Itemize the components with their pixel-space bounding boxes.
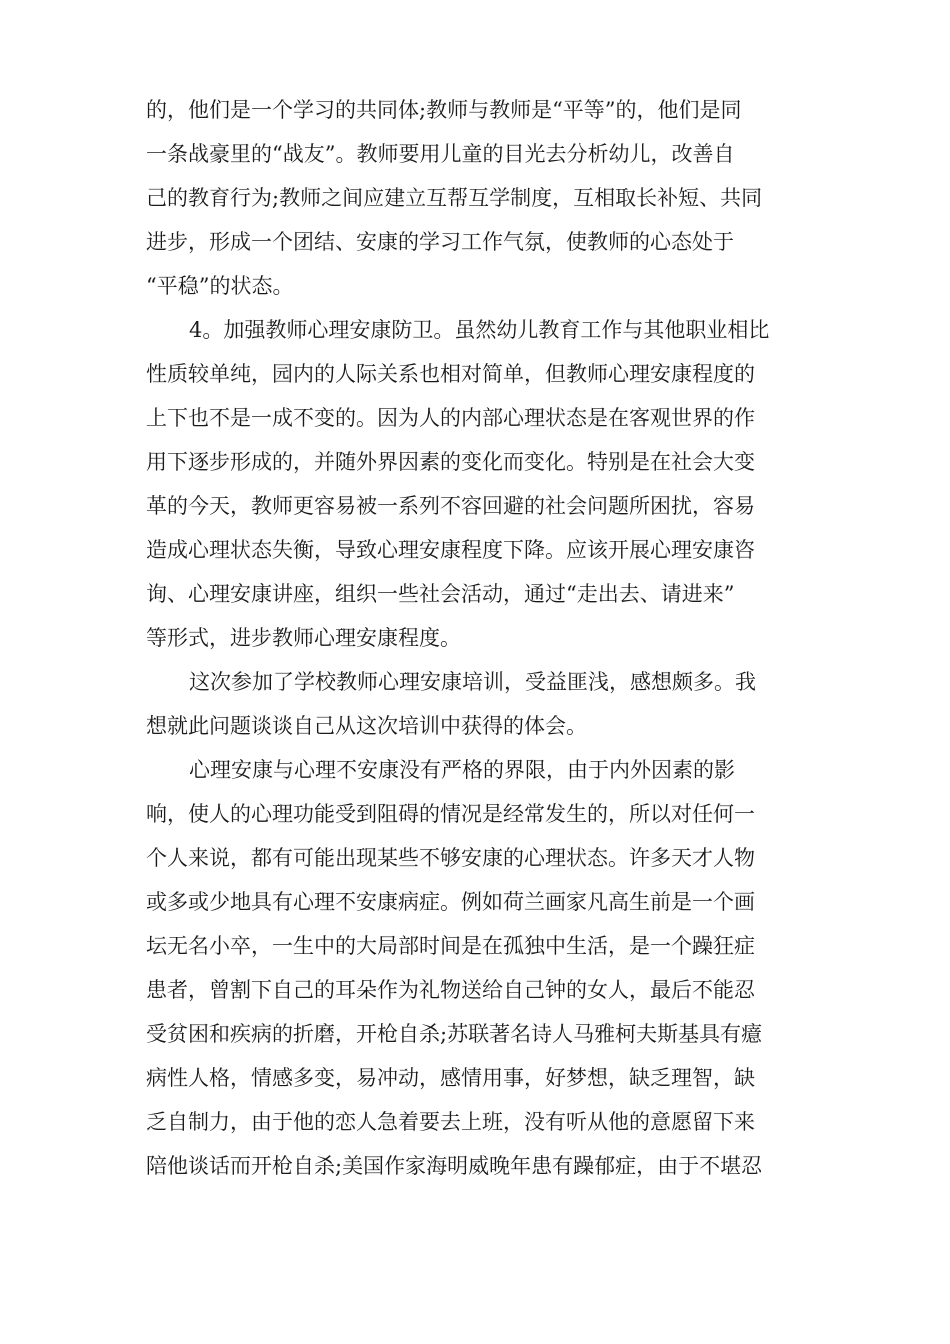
paragraph-3 (146, 660, 808, 748)
text-line: 询、心理安康讲座，组织一些社会活动，通过“走出去、请进来” (146, 582, 735, 606)
text-line: 进步，形成一个团结、安康的学习工作气氛，使教师的心态处于 (146, 230, 734, 254)
text-line: “平稳”的状态。 (146, 274, 294, 298)
text-line: 革的今天，教师更容易被一系列不容回避的社会问题所困扰，容易 (146, 494, 755, 518)
text-line: 陪他谈话而开枪自杀;美国作家海明威晚年患有躁郁症，由于不堪忍 (146, 1154, 763, 1178)
text-line: 或多或少地具有心理不安康病症。例如荷兰画家凡高生前是一个画 (146, 890, 755, 914)
text-line: 等形式，进步教师心理安康程度。 (146, 626, 461, 650)
text-line: 心理安康与心理不安康没有严格的界限，由于内外因素的影 (189, 758, 735, 782)
text-line: 患者，曾割下自己的耳朵作为礼物送给自己钟的女人，最后不能忍 (146, 978, 755, 1002)
text-line: 一条战豪里的“战友”。教师要用儿童的目光去分析幼儿，改善自 (146, 142, 735, 166)
text-line: 用下逐步形成的，并随外界因素的变化而变化。特别是在社会大变 (146, 450, 755, 474)
text-line: 4。加强教师心理安康防卫。虽然幼儿教育工作与其他职业相比 (189, 318, 770, 342)
document-body (146, 88, 808, 1188)
text-line: 个人来说，都有可能出现某些不够安康的心理状态。许多天才人物 (146, 846, 755, 870)
text-line: 己的教育行为;教师之间应建立互帮互学制度，互相取长补短、共同 (146, 186, 763, 210)
text-line: 坛无名小卒，一生中的大局部时间是在孤独中生活，是一个躁狂症 (146, 934, 755, 958)
text-line: 乏自制力，由于他的恋人急着要去上班，没有听从他的意愿留下来 (146, 1110, 755, 1134)
text-line: 上下也不是一成不变的。因为人的内部心理状态是在客观世界的作 (146, 406, 755, 430)
text-line: 这次参加了学校教师心理安康培训，受益匪浅，感想颇多。我 (189, 670, 756, 694)
paragraph-4 (146, 748, 808, 1188)
text-line: 想就此问题谈谈自己从这次培训中获得的体会。 (146, 714, 587, 738)
text-line: 响，使人的心理功能受到阻碍的情况是经常发生的，所以对任何一 (146, 802, 755, 826)
text-line: 造成心理状态失衡，导致心理安康程度下降。应该开展心理安康咨 (146, 538, 755, 562)
text-line: 性质较单纯，园内的人际关系也相对简单，但教师心理安康程度的 (146, 362, 755, 386)
paragraph-2 (146, 308, 808, 660)
text-line: 受贫困和疾病的折磨，开枪自杀;苏联著名诗人马雅柯夫斯基具有癔 (146, 1022, 763, 1046)
text-line: 病性人格，情感多变，易冲动，感情用事，好梦想，缺乏理智，缺 (146, 1066, 755, 1090)
paragraph-1 (146, 88, 808, 308)
text-line: 的，他们是一个学习的共同体;教师与教师是“平等”的，他们是同 (146, 98, 742, 122)
